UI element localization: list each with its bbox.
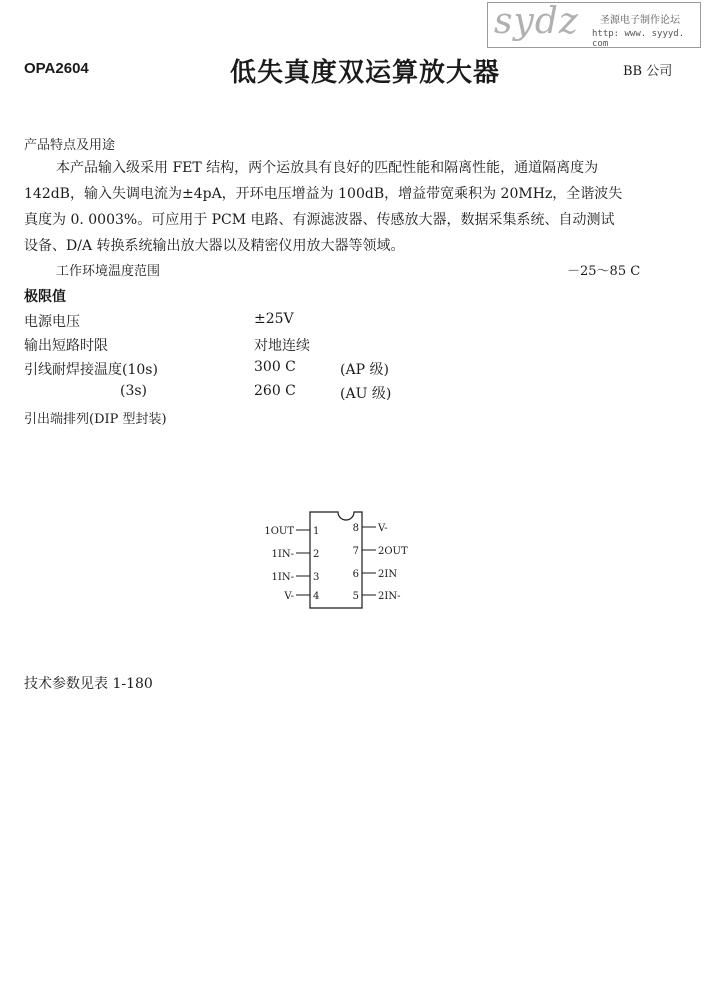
part-number: OPA2604 bbox=[24, 60, 89, 77]
rating-label: 电源电压 bbox=[24, 314, 80, 330]
pin-label: V- bbox=[378, 523, 388, 534]
ratings-heading: 极限值 bbox=[24, 289, 66, 305]
rating-label: (3s) bbox=[120, 383, 148, 399]
temp-range-value: －25～85 C bbox=[567, 264, 641, 279]
description-line: 真度为 0. 0003%。可应用于 PCM 电路、有源滤波器、传感放大器，数据采集系统、自动测试 bbox=[24, 212, 615, 228]
pin-label: 1IN- bbox=[271, 549, 294, 560]
pin-label: 1OUT bbox=[264, 526, 294, 537]
temp-range-label: 工作环境温度范围 bbox=[56, 264, 161, 279]
params-reference-note: 技术参数见表 1-180 bbox=[24, 676, 153, 692]
pin-number: 2 bbox=[313, 549, 320, 560]
pin-number: 6 bbox=[352, 569, 359, 580]
rating-label: 引线耐焊接温度(10s) bbox=[24, 362, 158, 378]
rating-value: ±25V bbox=[254, 311, 294, 327]
features-heading: 产品特点及用途 bbox=[24, 138, 116, 153]
pin-number: 4 bbox=[313, 591, 320, 602]
rating-note: (AU 级) bbox=[340, 386, 392, 402]
watermark-logo: sydz bbox=[494, 1, 579, 42]
pin-number: 3 bbox=[313, 572, 320, 583]
pin-label: V- bbox=[284, 591, 294, 602]
pin-label: 1IN- bbox=[271, 572, 294, 583]
pin-label: 2OUT bbox=[378, 546, 408, 557]
dip8-pinout-diagram bbox=[240, 500, 440, 615]
description-line: 142dB，输入失调电流为±4pA，开环电压增益为 100dB，增益带宽乘积为 20MHz，全谐波失 bbox=[24, 186, 623, 202]
watermark-url: http: www. syyyd. com bbox=[592, 29, 685, 49]
document-title: 低失真度双运算放大器 bbox=[230, 58, 501, 88]
pinout-heading: 引出端排列(DIP 型封装) bbox=[24, 412, 167, 427]
pin-label: 2IN bbox=[378, 569, 398, 580]
company-name: BB 公司 bbox=[623, 64, 673, 79]
rating-value: 300 C bbox=[254, 359, 296, 375]
rating-value: 对地连续 bbox=[254, 338, 310, 354]
pin-number: 7 bbox=[352, 546, 359, 557]
pin-number: 1 bbox=[313, 526, 320, 537]
rating-label: 输出短路时限 bbox=[24, 338, 108, 354]
description-line: 本产品输入级采用 FET 结构，两个运放具有良好的匹配性能和隔离性能，通道隔离度为 bbox=[56, 160, 599, 176]
watermark-box bbox=[487, 2, 701, 48]
watermark-site-name: 圣源电子制作论坛 bbox=[600, 15, 680, 26]
description-line: 设备、D/A 转换系统输出放大器以及精密仪用放大器等领域。 bbox=[24, 238, 405, 254]
pin-number: 8 bbox=[352, 523, 359, 534]
rating-note: (AP 级) bbox=[340, 362, 389, 378]
pin-number: 5 bbox=[352, 591, 359, 602]
pin-label: 2IN- bbox=[378, 591, 401, 602]
rating-value: 260 C bbox=[254, 383, 296, 399]
